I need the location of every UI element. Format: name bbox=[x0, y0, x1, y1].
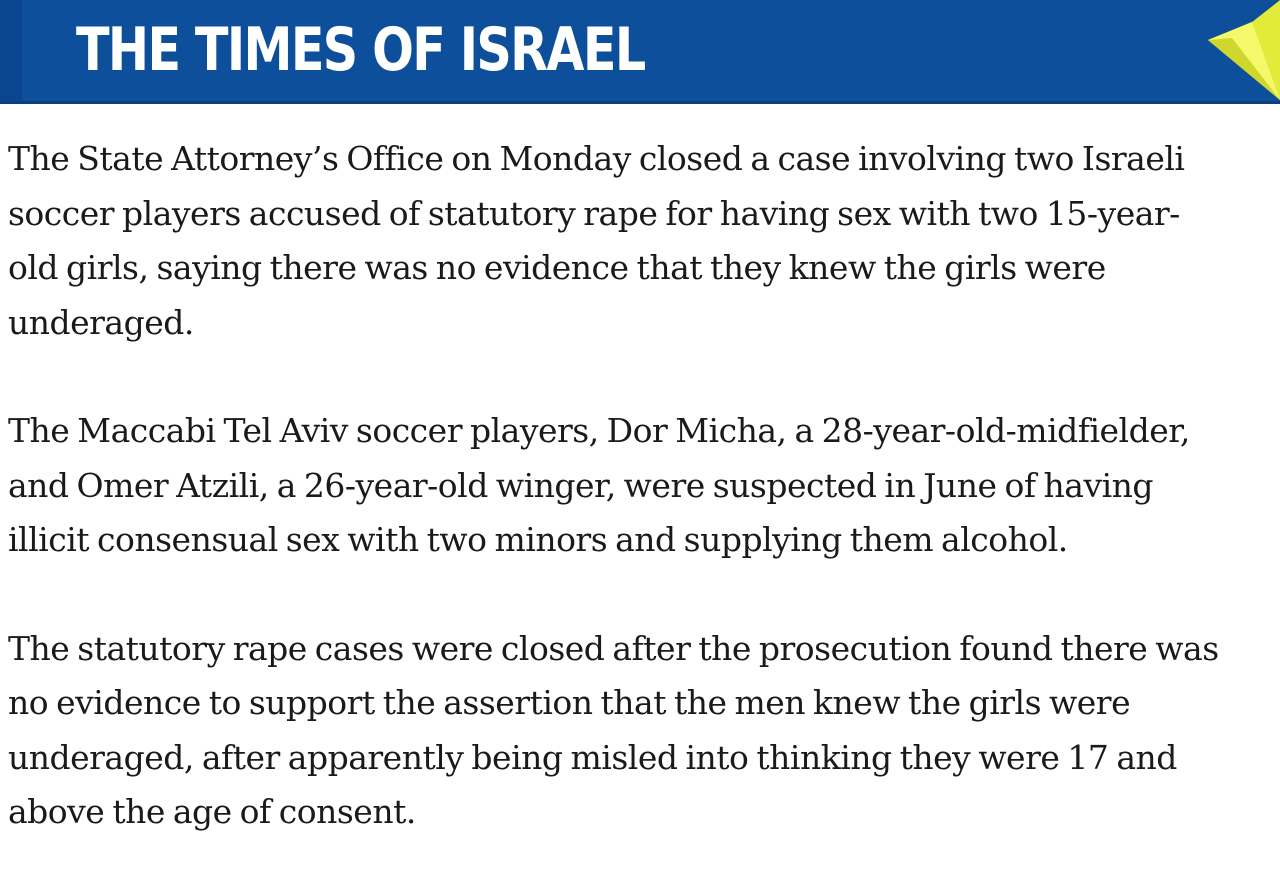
article-paragraph bbox=[8, 622, 1270, 840]
paragraph-line: The State Attorney’s Office on Monday closed a case involving two Israeli bbox=[8, 139, 1185, 178]
paragraph-line: underaged. bbox=[8, 302, 194, 342]
brand-logo[interactable]: THE TIMES OF ISRAEL bbox=[76, 15, 645, 85]
paragraph-line: no evidence to support the assertion that the men knew the girls were bbox=[8, 683, 1131, 722]
article-body bbox=[8, 132, 1270, 894]
masthead bbox=[0, 0, 1280, 104]
paragraph-line: The statutory rape cases were closed after the prosecution found there was bbox=[8, 628, 1219, 668]
page-curl-icon bbox=[1204, 0, 1280, 104]
paragraph-line: and Omer Atzili, a 26-year-old winger, were suspected in June of having bbox=[8, 465, 1154, 505]
paragraph-line: illicit consensual sex with two minors and supplying them alcohol. bbox=[8, 520, 1068, 559]
paragraph-line: above the age of consent. bbox=[8, 792, 416, 831]
paragraph-line: old girls, saying there was no evidence that they knew the girls were bbox=[8, 248, 1106, 287]
masthead-edge bbox=[0, 0, 22, 104]
article-paragraph bbox=[8, 404, 1270, 568]
paragraph-line: underaged, after apparently being misled into thinking they were 17 and bbox=[8, 737, 1177, 777]
article-paragraph bbox=[8, 132, 1270, 350]
paragraph-line: The Maccabi Tel Aviv soccer players, Dor Micha, a 28-year-old-midfielder, bbox=[8, 411, 1190, 450]
masthead-divider bbox=[0, 101, 1280, 104]
paragraph-line: soccer players accused of statutory rape for having sex with two 15-year- bbox=[8, 193, 1180, 233]
